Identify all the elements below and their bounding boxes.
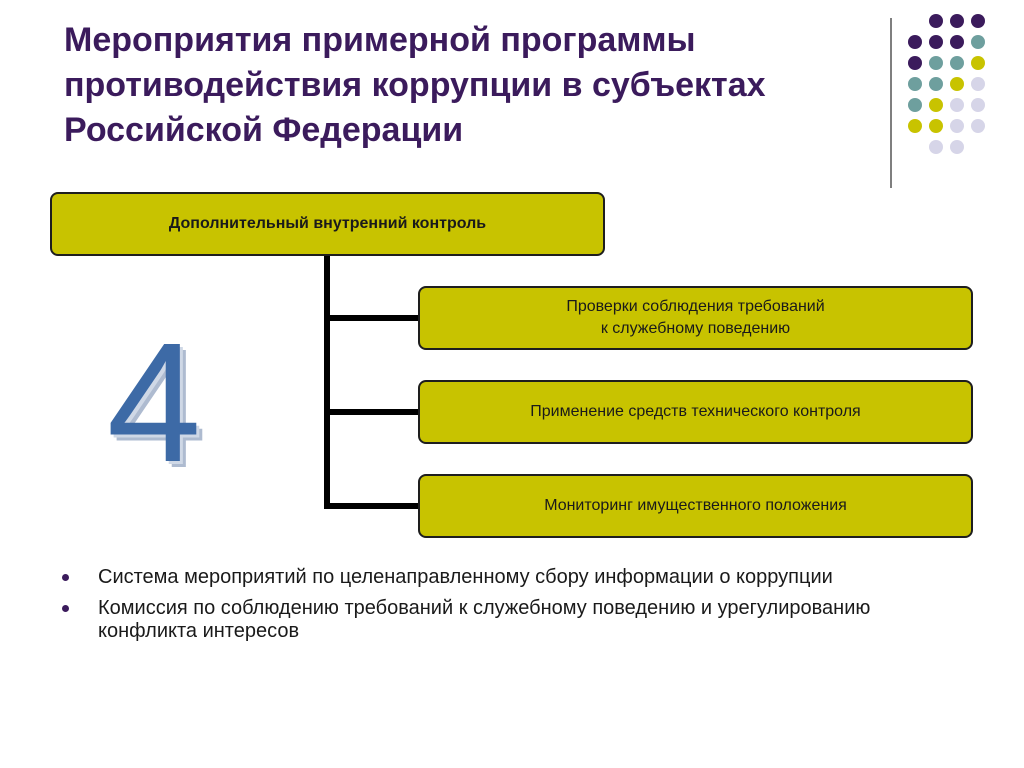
decorative-dot bbox=[971, 119, 985, 133]
decorative-dot bbox=[971, 98, 985, 112]
decorative-dot bbox=[908, 35, 922, 49]
decorative-dot bbox=[971, 56, 985, 70]
decorative-dot bbox=[929, 77, 943, 91]
bullet-text: Система мероприятий по целенаправленному сбору информации о коррупции bbox=[98, 566, 833, 588]
decorative-dot bbox=[929, 14, 943, 28]
slide-title: Мероприятия примерной программы противодействия коррупции в субъектах Российской Федерации bbox=[64, 21, 766, 149]
sub-box-label: Применение средств технического контроля bbox=[530, 403, 861, 420]
decorative-dot-grid bbox=[904, 14, 1014, 164]
decorative-dot bbox=[929, 98, 943, 112]
decorative-dot bbox=[950, 140, 964, 154]
sub-box-technical-control bbox=[418, 380, 973, 444]
decorative-dot bbox=[908, 98, 922, 112]
decorative-dot bbox=[950, 98, 964, 112]
decorative-dot bbox=[971, 35, 985, 49]
sub-box-property-monitoring bbox=[418, 474, 973, 538]
main-control-label: Дополнительный внутренний контроль bbox=[168, 215, 487, 232]
decorative-dot bbox=[971, 77, 985, 91]
decorative-dot bbox=[929, 140, 943, 154]
bullet-dot-icon bbox=[62, 574, 69, 581]
decorative-dot bbox=[929, 119, 943, 133]
decorative-dot bbox=[971, 14, 985, 28]
bullet-item bbox=[60, 597, 880, 643]
decorative-dot bbox=[950, 14, 964, 28]
decorative-dot bbox=[908, 56, 922, 70]
main-control-box bbox=[50, 192, 605, 256]
decorative-dot bbox=[950, 119, 964, 133]
decorative-dot bbox=[908, 119, 922, 133]
decorative-dot bbox=[908, 77, 922, 91]
sub-box-label: Мониторинг имущественного положения bbox=[544, 497, 847, 514]
decorative-dot bbox=[950, 77, 964, 91]
decorative-dot bbox=[950, 35, 964, 49]
big-number-four: 4 bbox=[106, 308, 202, 498]
bullet-list bbox=[60, 566, 880, 651]
bullet-dot-icon bbox=[62, 605, 69, 612]
sub-box-conduct-checks bbox=[418, 286, 973, 350]
sub-box-label: Проверки соблюдения требований к служебному поведению bbox=[566, 298, 825, 337]
bullet-item bbox=[60, 566, 880, 589]
vertical-divider bbox=[890, 18, 892, 188]
bullet-text: Комиссия по соблюдению требований к служебному поведению и урегулированию конфликта интересов bbox=[98, 597, 871, 642]
decorative-dot bbox=[950, 56, 964, 70]
decorative-dot bbox=[929, 35, 943, 49]
decorative-dot bbox=[929, 56, 943, 70]
